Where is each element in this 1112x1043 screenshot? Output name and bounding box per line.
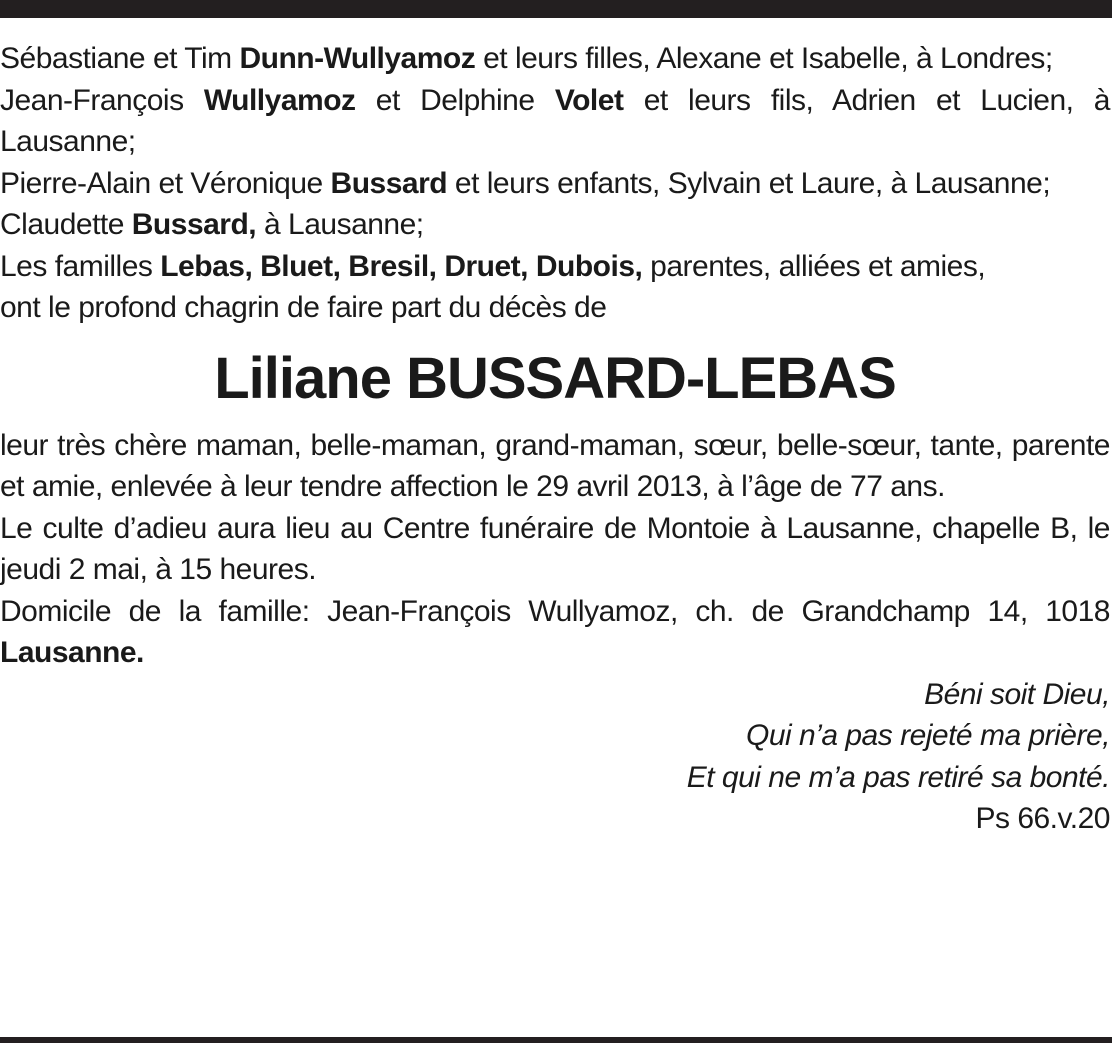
notice-body [0, 38, 1110, 840]
verse-line: Qui n’a pas rejeté ma prière, [745, 719, 1110, 752]
mourner-line: Les familles Lebas, Bluet, Bresil, Druet, Dubois, parentes, alliées et amies, [0, 249, 986, 283]
family-name: Bussard [330, 166, 448, 200]
psalm-verse [0, 674, 1110, 840]
family-name: Bussard, [131, 208, 257, 241]
detail-paragraph: leur très chère maman, belle-maman, grand-maman, sœur, belle-sœur, tante, parente et amie, enlevée à leur tendre affection le 29 avril 2013, à l’âge de 77 ans. [0, 428, 1110, 503]
verse-reference: Ps 66.v.20 [975, 802, 1110, 835]
family-name: Dunn-Wullyamoz [239, 42, 476, 75]
bottom-rule [0, 1037, 1112, 1043]
family-name: Wullyamoz [203, 83, 356, 117]
family-name: Volet [554, 83, 624, 117]
verse-line: Béni soit Dieu, [924, 677, 1110, 711]
announcement: ont le profond chagrin de faire part du décès de [0, 291, 607, 324]
domicile-city: Lausanne. [0, 636, 144, 669]
mourner-line: Sébastiane et Tim Dunn-Wullyamoz et leurs filles, Alexane et Isabelle, à Londres; [0, 42, 1053, 75]
mourner-line: Pierre-Alain et Véronique Bussard et leurs enfants, Sylvain et Laure, à Lausanne; [0, 166, 1051, 200]
mourner-line: Claudette Bussard, à Lausanne; [0, 208, 424, 241]
top-rule [0, 0, 1112, 18]
mourner-line: Jean-François Wullyamoz et Delphine Volet et leurs fils, Adrien et Lucien, à Lausanne; [0, 83, 1110, 158]
service-info: Le culte d’adieu aura lieu au Centre funéraire de Montoie à Lausanne, chapelle B, le jeudi 2 mai, à 15 heures. [0, 511, 1110, 586]
family-name: Lebas, Bluet, Bresil, Druet, Dubois, [160, 249, 643, 283]
deceased-name: Liliane BUSSARD-LEBAS [214, 345, 896, 411]
domicile-info: Domicile de la famille: Jean-François Wullyamoz, ch. de Grandchamp 14, 1018 Lausanne. [0, 594, 1110, 669]
verse-line: Et qui ne m’a pas retiré sa bonté. [686, 760, 1110, 794]
